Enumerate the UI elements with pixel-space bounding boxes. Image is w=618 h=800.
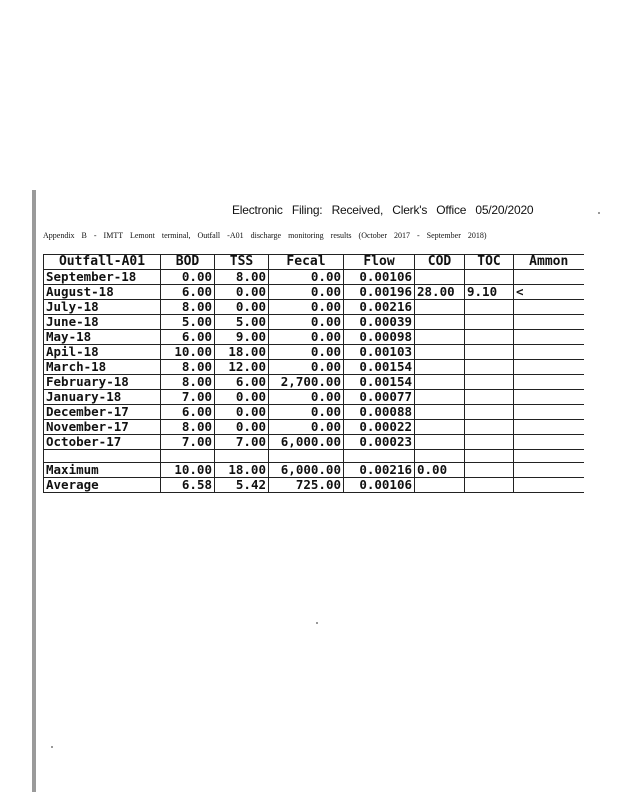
cell-fecal: 0.00 <box>269 390 344 405</box>
cell-bod: 6.00 <box>161 405 215 420</box>
cell-ammon <box>514 478 584 493</box>
cell-cod <box>415 315 465 330</box>
cell-toc <box>465 390 514 405</box>
cell-tss: 12.00 <box>215 360 269 375</box>
header-cod: COD <box>415 255 465 270</box>
cell-cod <box>415 330 465 345</box>
header-ammon: Ammon <box>514 255 584 270</box>
table-row <box>44 375 584 390</box>
table-row <box>44 405 584 420</box>
header-tss: TSS <box>215 255 269 270</box>
cell-cod <box>415 360 465 375</box>
summary-row <box>44 463 584 478</box>
cell-cod <box>415 478 465 493</box>
spacer-cell <box>215 450 269 463</box>
cell-bod: 8.00 <box>161 375 215 390</box>
cell-ammon <box>514 420 584 435</box>
cell-flow: 0.00098 <box>344 330 415 345</box>
cell-tss: 18.00 <box>215 463 269 478</box>
scan-speck <box>51 746 53 748</box>
table-row <box>44 270 584 285</box>
cell-toc <box>465 330 514 345</box>
cell-tss: 5.42 <box>215 478 269 493</box>
table-row <box>44 420 584 435</box>
cell-label: September-18 <box>44 270 161 285</box>
cell-cod <box>415 435 465 450</box>
cell-ammon <box>514 435 584 450</box>
cell-tss: 18.00 <box>215 345 269 360</box>
cell-flow: 0.00216 <box>344 300 415 315</box>
spacer-cell <box>465 450 514 463</box>
cell-toc <box>465 300 514 315</box>
table-row <box>44 330 584 345</box>
cell-label: March-18 <box>44 360 161 375</box>
cell-toc <box>465 375 514 390</box>
cell-tss: 0.00 <box>215 285 269 300</box>
cell-tss: 0.00 <box>215 300 269 315</box>
spacer-cell <box>514 450 584 463</box>
cell-bod: 0.00 <box>161 270 215 285</box>
cell-fecal: 0.00 <box>269 315 344 330</box>
cell-ammon <box>514 375 584 390</box>
cell-label: November-17 <box>44 420 161 435</box>
cell-toc <box>465 345 514 360</box>
cell-bod: 6.58 <box>161 478 215 493</box>
cell-ammon <box>514 270 584 285</box>
cell-fecal: 0.00 <box>269 360 344 375</box>
summary-row <box>44 478 584 493</box>
cell-toc: 9.10 <box>465 285 514 300</box>
cell-ammon <box>514 315 584 330</box>
cell-flow: 0.00039 <box>344 315 415 330</box>
table-caption: Appendix B - IMTT Lemont terminal, Outfall -A01 discharge monitoring results (October 2017 - September 2018) <box>43 231 487 240</box>
cell-tss: 5.00 <box>215 315 269 330</box>
cell-ammon: < <box>514 285 584 300</box>
cell-ammon <box>514 390 584 405</box>
cell-tss: 8.00 <box>215 270 269 285</box>
filing-stamp: Electronic Filing: Received, Clerk's Office 05/20/2020 <box>232 203 534 217</box>
cell-bod: 10.00 <box>161 463 215 478</box>
cell-tss: 0.00 <box>215 405 269 420</box>
table-row <box>44 435 584 450</box>
table-row <box>44 360 584 375</box>
header-outfall: Outfall-A01 <box>44 255 161 270</box>
page-margin-bar <box>32 190 36 792</box>
table-row <box>44 300 584 315</box>
header-toc: TOC <box>465 255 514 270</box>
cell-flow: 0.00106 <box>344 270 415 285</box>
cell-ammon <box>514 463 584 478</box>
cell-toc <box>465 478 514 493</box>
cell-label: Average <box>44 478 161 493</box>
cell-flow: 0.00022 <box>344 420 415 435</box>
cell-cod: 0.00 <box>415 463 465 478</box>
spacer-cell <box>344 450 415 463</box>
cell-flow: 0.00216 <box>344 463 415 478</box>
table-row <box>44 450 584 463</box>
cell-flow: 0.00103 <box>344 345 415 360</box>
cell-label: January-18 <box>44 390 161 405</box>
cell-cod <box>415 390 465 405</box>
cell-label: February-18 <box>44 375 161 390</box>
table-row <box>44 390 584 405</box>
cell-fecal: 0.00 <box>269 405 344 420</box>
spacer-cell <box>415 450 465 463</box>
cell-tss: 0.00 <box>215 420 269 435</box>
cell-toc <box>465 463 514 478</box>
table-row <box>44 345 584 360</box>
spacer-cell <box>44 450 161 463</box>
cell-label: Apil-18 <box>44 345 161 360</box>
cell-cod <box>415 345 465 360</box>
cell-tss: 6.00 <box>215 375 269 390</box>
cell-fecal: 725.00 <box>269 478 344 493</box>
cell-bod: 6.00 <box>161 330 215 345</box>
cell-ammon <box>514 360 584 375</box>
cell-flow: 0.00196 <box>344 285 415 300</box>
cell-toc <box>465 405 514 420</box>
cell-label: December-17 <box>44 405 161 420</box>
cell-ammon <box>514 405 584 420</box>
cell-fecal: 2,700.00 <box>269 375 344 390</box>
cell-toc <box>465 420 514 435</box>
cell-flow: 0.00077 <box>344 390 415 405</box>
cell-tss: 9.00 <box>215 330 269 345</box>
cell-label: July-18 <box>44 300 161 315</box>
cell-fecal: 0.00 <box>269 270 344 285</box>
cell-cod <box>415 405 465 420</box>
cell-cod <box>415 375 465 390</box>
cell-ammon <box>514 330 584 345</box>
cell-flow: 0.00154 <box>344 360 415 375</box>
cell-cod <box>415 270 465 285</box>
scan-speck <box>598 212 600 214</box>
header-fecal: Fecal <box>269 255 344 270</box>
cell-toc <box>465 315 514 330</box>
cell-tss: 7.00 <box>215 435 269 450</box>
header-flow: Flow <box>344 255 415 270</box>
table-row <box>44 285 584 300</box>
cell-fecal: 0.00 <box>269 300 344 315</box>
cell-flow: 0.00023 <box>344 435 415 450</box>
cell-fecal: 0.00 <box>269 285 344 300</box>
cell-cod: 28.00 <box>415 285 465 300</box>
cell-label: Maximum <box>44 463 161 478</box>
cell-bod: 8.00 <box>161 420 215 435</box>
cell-toc <box>465 435 514 450</box>
cell-label: October-17 <box>44 435 161 450</box>
cell-bod: 6.00 <box>161 285 215 300</box>
spacer-cell <box>269 450 344 463</box>
cell-flow: 0.00154 <box>344 375 415 390</box>
cell-toc <box>465 360 514 375</box>
cell-fecal: 0.00 <box>269 420 344 435</box>
header-bod: BOD <box>161 255 215 270</box>
cell-flow: 0.00106 <box>344 478 415 493</box>
cell-fecal: 6,000.00 <box>269 463 344 478</box>
cell-label: June-18 <box>44 315 161 330</box>
cell-ammon <box>514 300 584 315</box>
cell-fecal: 0.00 <box>269 345 344 360</box>
cell-cod <box>415 420 465 435</box>
cell-bod: 10.00 <box>161 345 215 360</box>
cell-tss: 0.00 <box>215 390 269 405</box>
cell-flow: 0.00088 <box>344 405 415 420</box>
cell-bod: 7.00 <box>161 435 215 450</box>
spacer-cell <box>161 450 215 463</box>
cell-toc <box>465 270 514 285</box>
cell-ammon <box>514 345 584 360</box>
cell-bod: 5.00 <box>161 315 215 330</box>
cell-cod <box>415 300 465 315</box>
discharge-table <box>43 254 584 493</box>
cell-bod: 7.00 <box>161 390 215 405</box>
cell-fecal: 0.00 <box>269 330 344 345</box>
cell-fecal: 6,000.00 <box>269 435 344 450</box>
table-row <box>44 315 584 330</box>
cell-bod: 8.00 <box>161 300 215 315</box>
header-row <box>44 255 584 270</box>
cell-label: May-18 <box>44 330 161 345</box>
scan-speck <box>316 622 318 624</box>
cell-label: August-18 <box>44 285 161 300</box>
cell-bod: 8.00 <box>161 360 215 375</box>
